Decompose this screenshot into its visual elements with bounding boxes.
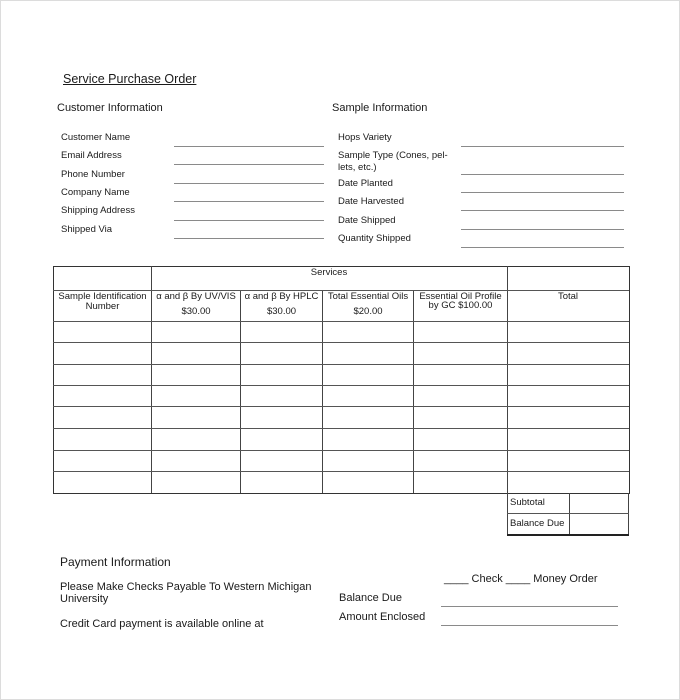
col-price-uv-vis: $30.00 <box>181 306 211 317</box>
row-divider <box>53 321 629 322</box>
table-balance-due-label: Balance Due <box>510 518 565 529</box>
sample-info-heading: Sample Information <box>332 102 428 114</box>
payment-info-heading: Payment Information <box>60 555 171 569</box>
date-planted-label: Date Planted <box>338 178 393 189</box>
col-header-uv-vis: α and β By UV/VIS <box>156 291 236 302</box>
sample-type-field[interactable] <box>461 174 624 175</box>
table-row[interactable] <box>53 450 629 451</box>
column-divider <box>507 266 508 535</box>
table-row[interactable] <box>53 385 629 386</box>
email-address-field[interactable] <box>174 164 324 165</box>
balance-due-label: Balance Due <box>339 592 402 604</box>
sample-type-label: Sample Type (Cones, pel- lets, etc.) <box>338 150 448 173</box>
quantity-shipped-label: Quantity Shipped <box>338 233 411 244</box>
shipping-address-label: Shipping Address <box>61 205 135 216</box>
form-title: Service Purchase Order <box>63 72 197 86</box>
table-balance-due-value[interactable] <box>570 514 628 533</box>
subtotal-label: Subtotal <box>510 497 545 508</box>
subtotal-value[interactable] <box>570 494 628 513</box>
amount-enclosed-field[interactable] <box>441 625 618 626</box>
hops-variety-label: Hops Variety <box>338 132 392 143</box>
totals-border <box>628 493 629 535</box>
table-row[interactable] <box>53 428 629 429</box>
services-group-header: Services <box>310 267 348 278</box>
shipping-address-field[interactable] <box>174 220 324 221</box>
table-row[interactable] <box>53 471 629 472</box>
amount-enclosed-label: Amount Enclosed <box>339 611 426 623</box>
date-harvested-label: Date Harvested <box>338 196 405 207</box>
col-header-sample-id: Sample Identification Number <box>58 291 147 312</box>
table-row[interactable] <box>53 406 629 407</box>
checks-payable-note: Please Make Checks Payable To Western Michigan University <box>60 581 312 605</box>
shipped-via-label: Shipped Via <box>61 224 113 235</box>
col-header-total: Total <box>557 291 579 302</box>
quantity-shipped-field[interactable] <box>461 247 624 248</box>
balance-due-field[interactable] <box>441 606 618 607</box>
date-shipped-field[interactable] <box>461 229 624 230</box>
customer-name-label: Customer Name <box>61 132 131 143</box>
email-address-label: Email Address <box>61 150 122 161</box>
col-price-essential-oils: $20.00 <box>353 306 383 317</box>
col-header-essential-oils: Total Essential Oils <box>327 291 409 302</box>
date-planted-field[interactable] <box>461 192 624 193</box>
table-row[interactable] <box>53 364 629 365</box>
col-header-oil-profile: Essential Oil Profile by GC $100.00 <box>419 291 502 311</box>
company-name-field[interactable] <box>174 201 324 202</box>
company-name-label: Company Name <box>61 187 130 198</box>
phone-number-field[interactable] <box>174 183 324 184</box>
hops-variety-field[interactable] <box>461 146 624 147</box>
col-price-hplc: $30.00 <box>266 306 297 317</box>
table-row[interactable] <box>53 342 629 343</box>
shipped-via-field[interactable] <box>174 238 324 239</box>
phone-number-label: Phone Number <box>61 169 125 180</box>
customer-info-heading: Customer Information <box>57 102 163 114</box>
col-header-hplc: α and β By HPLC <box>244 291 319 302</box>
date-shipped-label: Date Shipped <box>338 215 396 226</box>
date-harvested-field[interactable] <box>461 210 624 211</box>
customer-name-field[interactable] <box>174 146 324 147</box>
payment-method-options[interactable]: ____ Check ____ Money Order <box>444 573 598 585</box>
credit-card-note: Credit Card payment is available online at <box>60 618 264 630</box>
totals-bottom <box>507 534 629 536</box>
